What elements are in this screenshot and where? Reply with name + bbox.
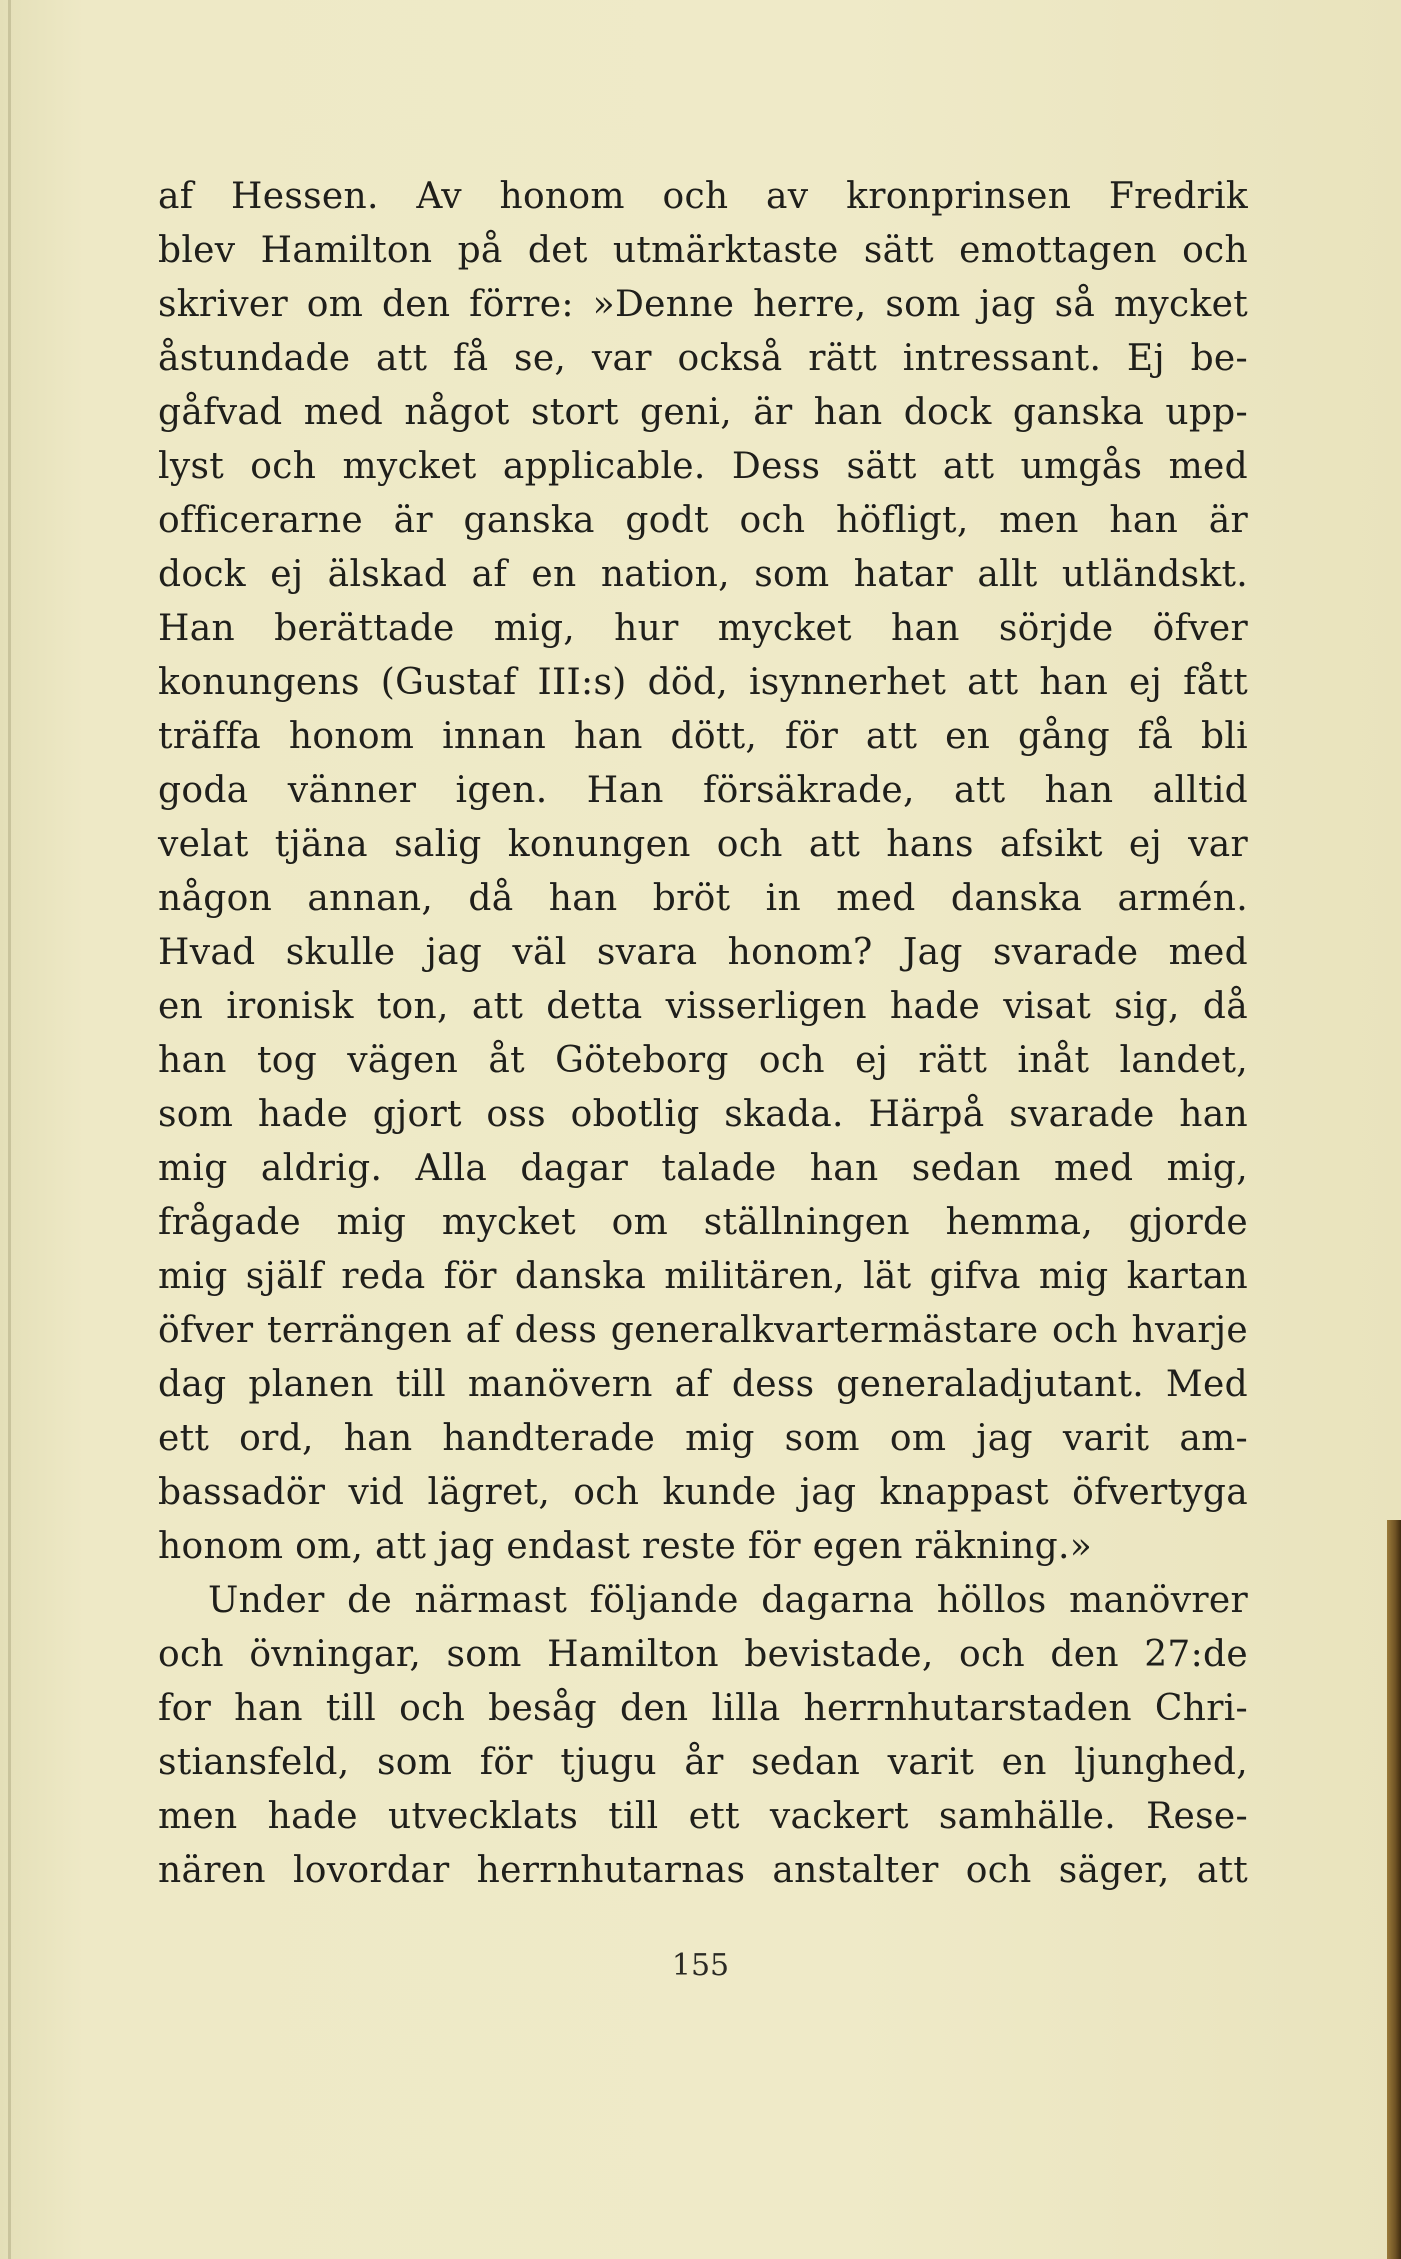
text-line-9: Han berättade mig, hur mycket han sörjde öfver: [158, 608, 1248, 649]
text-line-17: han tog vägen åt Göteborg och ej rätt inåt landet,: [158, 1040, 1248, 1081]
text-line-20: frågade mig mycket om ställningen hemma, gjorde: [158, 1202, 1248, 1243]
text-line-16: en ironisk ton, att detta visserligen hade visat sig, då: [158, 986, 1248, 1027]
text-line-4: åstundade att få se, var också rätt intressant. Ej be-: [158, 338, 1248, 379]
text-line-32: nären lovordar herrnhutarnas anstalter och säger, att: [158, 1850, 1248, 1891]
text-line-26: honom om, att jag endast reste för egen räkning.»: [158, 1526, 1093, 1567]
text-line-10: konungens (Gustaf III:s) död, isynnerhet att han ej fått: [158, 662, 1248, 703]
text-line-15: Hvad skulle jag väl svara honom? Jag svarade med: [158, 932, 1248, 973]
text-line-13: velat tjäna salig konungen och att hans afsikt ej var: [158, 824, 1248, 865]
text-line-18: som hade gjort oss obotlig skada. Härpå svarade han: [158, 1094, 1248, 1135]
text-line-1: af Hessen. Av honom och av kronprinsen Fredrik: [158, 176, 1248, 217]
text-line-22: öfver terrängen af dess generalkvartermästare och hvarje: [158, 1310, 1248, 1351]
body-text: [158, 170, 1248, 1898]
text-line-23: dag planen till manövern af dess generaladjutant. Med: [158, 1364, 1248, 1405]
page-edge-left: [8, 0, 11, 2259]
text-line-19: mig aldrig. Alla dagar talade han sedan med mig,: [158, 1148, 1248, 1189]
text-line-11: träffa honom innan han dött, för att en gång få bli: [158, 716, 1248, 757]
text-line-3: skriver om den förre: »Denne herre, som jag så mycket: [158, 284, 1248, 325]
text-line-5: gåfvad med något stort geni, är han dock ganska upp-: [158, 392, 1248, 433]
text-line-31: men hade utvecklats till ett vackert samhälle. Rese-: [158, 1796, 1248, 1837]
text-line-30: stiansfeld, som för tjugu år sedan varit en ljunghed,: [158, 1742, 1248, 1783]
text-line-6: lyst och mycket applicable. Dess sätt att umgås med: [158, 446, 1248, 487]
text-line-7: officerarne är ganska godt och höfligt, men han är: [158, 500, 1248, 541]
text-line-2: blev Hamilton på det utmärktaste sätt emottagen och: [158, 230, 1248, 271]
text-line-12: goda vänner igen. Han försäkrade, att han alltid: [158, 770, 1248, 811]
text-line-24: ett ord, han handterade mig som om jag varit am-: [158, 1418, 1248, 1459]
text-line-21: mig själf reda för danska militären, lät gifva mig kartan: [158, 1256, 1248, 1297]
text-line-27: Under de närmast följande dagarna höllos manövrer: [208, 1580, 1248, 1621]
text-line-29: for han till och besåg den lilla herrnhutarstaden Chri-: [158, 1688, 1248, 1729]
text-line-25: bassadör vid lägret, och kunde jag knappast öfvertyga: [158, 1472, 1248, 1513]
text-line-28: och övningar, som Hamilton bevistade, och den 27:de: [158, 1634, 1248, 1675]
text-line-8: dock ej älskad af en nation, som hatar allt utländskt.: [158, 554, 1248, 595]
page-number: 155: [671, 1948, 730, 1983]
page-edge-right: [1387, 1520, 1401, 2259]
text-line-14: någon annan, då han bröt in med danska armén.: [158, 878, 1248, 919]
